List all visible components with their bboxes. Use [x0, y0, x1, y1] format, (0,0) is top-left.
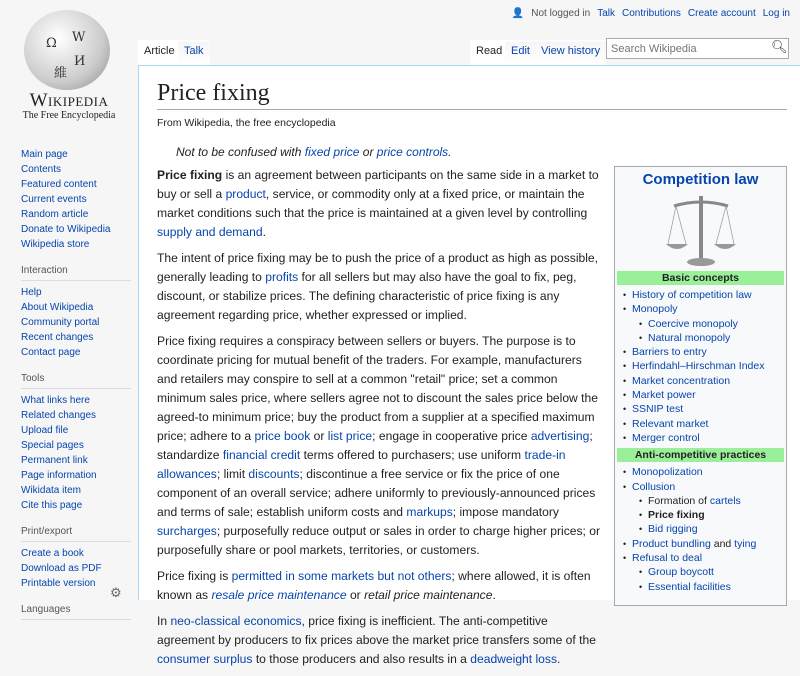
paragraph	[157, 567, 601, 605]
article-link[interactable]: price controls	[376, 145, 449, 159]
sidebar-link[interactable]: About Wikipedia	[21, 302, 94, 313]
infobox-list-item	[623, 480, 786, 494]
infobox-list-item	[639, 494, 786, 508]
article-link[interactable]: Essential facilities	[648, 580, 731, 593]
personal-talk-link[interactable]: Talk	[597, 8, 615, 19]
infobox-list-item	[639, 565, 786, 579]
tab-read[interactable]: Read	[470, 40, 508, 65]
text-segment: Price fixing is	[157, 569, 232, 583]
article-link[interactable]: consumer surplus	[157, 652, 253, 666]
sidebar-nav-link[interactable]: Featured content	[21, 179, 97, 190]
article-link[interactable]: Monopoly	[632, 303, 678, 316]
infobox-list-item	[639, 522, 786, 536]
logo-tagline: The Free Encyclopedia	[22, 110, 116, 121]
sidebar-link[interactable]: Related changes	[21, 410, 97, 421]
tab-article[interactable]: Article	[138, 40, 181, 65]
infobox-list-item	[623, 359, 786, 373]
paragraph	[157, 249, 601, 325]
sidebar-link[interactable]: Help	[21, 287, 42, 298]
article-link[interactable]: markups	[406, 505, 453, 519]
article-link[interactable]: neo-classical economics	[170, 614, 302, 628]
infobox-list-item	[623, 388, 786, 402]
sidebar-nav-link[interactable]: Wikipedia store	[21, 239, 90, 250]
article-link[interactable]: tying	[734, 537, 757, 550]
article-link[interactable]: Product bundling	[632, 537, 711, 550]
article-link[interactable]: Natural monopoly	[648, 331, 731, 344]
infobox-list-item	[623, 288, 786, 302]
sidebar-link[interactable]: Wikidata item	[21, 485, 82, 496]
tab-talk[interactable]: Talk	[178, 40, 210, 65]
text-segment: , service, or commodity only at a fixed price, or maintain the market conditions such that the price is maintained at a given level by controlling	[157, 187, 588, 220]
user-icon: 👤	[511, 8, 525, 19]
article-link[interactable]: Market concentration	[632, 374, 731, 387]
article-link[interactable]: Barriers to entry	[632, 346, 707, 359]
sidebar-link[interactable]: Community portal	[21, 317, 100, 328]
tab-view-history[interactable]: View history	[535, 40, 606, 65]
contributions-link[interactable]: Contributions	[622, 8, 681, 19]
infobox-list-item	[639, 331, 786, 345]
text-segment: Price fixing requires a conspiracy between sellers or buyers. The purpose is to coordinate pricing for mutual benefit of the traders. For example, manufacturers and retailers may conspire to sell at a common "retail" price; set a common minimum sales price, where sellers agree not to discount the sales price below the agreed-to minimum price; buy the product from a supplier at a specified maximum price; adhere to a	[157, 334, 598, 443]
sidebar-link[interactable]: Page information	[21, 470, 97, 481]
article-link[interactable]: Bid rigging	[648, 523, 698, 536]
infobox-section-heading[interactable]: Basic concepts	[617, 271, 784, 285]
text-segment: Formation of	[648, 494, 710, 507]
infobox-list-item	[623, 374, 786, 388]
article-link[interactable]: Relevant market	[632, 417, 709, 430]
text-segment: Price fixing	[648, 509, 705, 522]
text-segment: Price fixing	[157, 168, 223, 182]
text-segment: , price fixing is inefficient. The anti-competitive agreement by producers to fix prices above the market price transfers some of the	[157, 614, 596, 647]
infobox-list-item	[623, 431, 786, 445]
article-link[interactable]: cartels	[709, 494, 741, 507]
globe-icon: Ω W И 維	[24, 10, 110, 90]
text-segment: and	[710, 537, 735, 550]
article-content	[138, 65, 800, 666]
article-link[interactable]: supply and demand	[157, 225, 263, 239]
text-segment: or	[346, 588, 365, 602]
article-link[interactable]: trade-in allowances	[157, 448, 566, 481]
article-link[interactable]: Collusion	[632, 480, 676, 493]
article-link[interactable]: Herfindahl–Hirschman Index	[632, 360, 765, 373]
text-segment: ; where allowed, it is often known as	[157, 569, 591, 602]
paragraph	[157, 612, 601, 669]
article-link[interactable]: advertising	[530, 429, 590, 443]
sidebar-heading: Print/export	[21, 525, 131, 542]
sidebar-heading: Interaction	[21, 264, 131, 281]
infobox-list-item	[639, 317, 786, 331]
sidebar-link[interactable]: Recent changes	[21, 332, 94, 343]
text-segment: retail price maintenance	[364, 588, 493, 602]
text-segment: ; limit	[216, 467, 249, 481]
sidebar-link[interactable]: Permanent link	[21, 455, 88, 466]
sidebar-link[interactable]: Printable version	[21, 578, 96, 589]
text-segment: ; impose mandatory	[452, 505, 559, 519]
text-segment: .	[492, 588, 496, 602]
personal-tools	[512, 8, 790, 19]
article-link[interactable]: discounts	[248, 467, 300, 481]
sidebar-link[interactable]: Cite this page	[21, 500, 83, 511]
infobox-list-item	[623, 537, 786, 551]
text-segment: .	[557, 652, 561, 666]
sidebar-nav-link[interactable]: Main page	[21, 149, 68, 160]
sidebar-nav-link[interactable]: Current events	[21, 194, 87, 205]
scales-of-justice-icon	[666, 192, 736, 268]
sidebar-link[interactable]: Create a book	[21, 548, 84, 559]
search-input[interactable]	[606, 38, 789, 59]
create-account-link[interactable]: Create account	[687, 8, 756, 19]
text-segment: terms offered to purchasers; use uniform	[300, 448, 525, 462]
infobox-list-item	[623, 302, 786, 316]
sidebar-heading[interactable]: Languages	[21, 603, 131, 620]
article-link[interactable]: surcharges	[157, 524, 217, 538]
article-link[interactable]: list price	[327, 429, 373, 443]
text-segment: Not to be confused with	[176, 145, 305, 159]
article-link[interactable]: SSNIP test	[632, 403, 684, 416]
search-icon[interactable]: 🔍︎	[771, 39, 788, 54]
article-link[interactable]: resale price maintenance	[211, 588, 347, 602]
infobox-list-item	[623, 551, 786, 565]
text-segment: .	[262, 225, 266, 239]
sidebar-nav-link[interactable]: Contents	[21, 164, 62, 175]
text-segment: for all sellers but may also have the goal to fix, peg, discount, or stabilize prices. The defining characteristic of price fixing is any agreement regarding price, whether expressed or implied.	[157, 270, 577, 322]
sidebar-link[interactable]: Upload file	[21, 425, 69, 436]
not-logged-in: Not logged in	[531, 8, 591, 19]
infobox-list-item	[639, 508, 786, 522]
infobox-section-heading[interactable]: Anti-competitive practices	[617, 448, 784, 462]
article-link[interactable]: permitted in some markets but not others	[231, 569, 452, 583]
paragraph	[157, 166, 601, 242]
sidebar-heading: Tools	[21, 372, 131, 389]
text-segment: is an agreement between participants on the same side in a market to buy or sell a	[157, 168, 599, 201]
page-title: Price fixing	[157, 80, 787, 110]
hatnote	[176, 145, 452, 159]
sidebar-nav-link[interactable]: Donate to Wikipedia	[21, 224, 111, 235]
article-link[interactable]: financial credit	[222, 448, 301, 462]
article-link[interactable]: Merger control	[632, 431, 700, 444]
wikipedia-logo[interactable]	[0, 0, 138, 125]
text-segment: .	[448, 145, 452, 159]
infobox-list	[623, 288, 786, 445]
text-segment: to those producers and also results in a	[252, 652, 471, 666]
log-in-link[interactable]: Log in	[762, 8, 790, 19]
infobox-title[interactable]: Competition law	[642, 171, 759, 188]
sidebar-link[interactable]: Contact page	[21, 347, 81, 358]
article-link[interactable]: Group boycott	[648, 566, 714, 579]
infobox-list-item	[623, 402, 786, 416]
site-sub: From Wikipedia, the free encyclopedia	[157, 117, 336, 129]
article-link[interactable]: price book	[254, 429, 311, 443]
competition-law-infobox	[614, 166, 787, 606]
sidebar-nav-link[interactable]: Random article	[21, 209, 89, 220]
article-link[interactable]: History of competition law	[632, 289, 752, 301]
sidebar-link[interactable]: Download as PDF	[21, 563, 102, 574]
gear-icon[interactable]: ⚙	[110, 585, 122, 600]
paragraph	[157, 332, 601, 560]
article-link[interactable]: Coercive monopoly	[648, 317, 738, 330]
infobox-list-item	[639, 580, 786, 594]
text-segment: ; engage in cooperative price	[372, 429, 531, 443]
text-segment: The intent of price fixing may be to push the price of a product as high as possible, generally leading to	[157, 251, 599, 284]
sidebar-link[interactable]: What links here	[21, 395, 90, 406]
article-link[interactable]: fixed price	[304, 145, 360, 159]
article-link[interactable]: Refusal to deal	[632, 552, 703, 565]
text-segment: or	[310, 429, 328, 443]
logo-wordmark: Wikipedia	[29, 90, 109, 111]
article-link[interactable]: Monopolization	[632, 466, 703, 479]
text-segment: ; discontinue a free service or fix the price of one component of an overall service; adhere uniformly to previously-announced prices and terms of sale; establish uniform costs and	[157, 467, 596, 519]
article-link[interactable]: product	[225, 187, 266, 201]
infobox-list-item	[623, 417, 786, 431]
sidebar	[21, 147, 131, 624]
tab-edit[interactable]: Edit	[505, 40, 536, 65]
text-segment: ; standardize	[157, 429, 593, 462]
text-segment: In	[157, 614, 171, 628]
infobox-list-item	[623, 465, 786, 479]
infobox-list-item	[623, 345, 786, 359]
sidebar-link[interactable]: Special pages	[21, 440, 84, 451]
text-segment: or	[359, 145, 377, 159]
infobox-list	[623, 465, 786, 594]
article-link[interactable]: Market power	[632, 389, 696, 402]
text-segment: ; purposefully reduce output or sales in order to charge higher prices; or purposefully share or pool markets, territories, or customers.	[157, 524, 601, 557]
article-link[interactable]: profits	[265, 270, 299, 284]
article-link[interactable]: deadweight loss	[470, 652, 557, 666]
